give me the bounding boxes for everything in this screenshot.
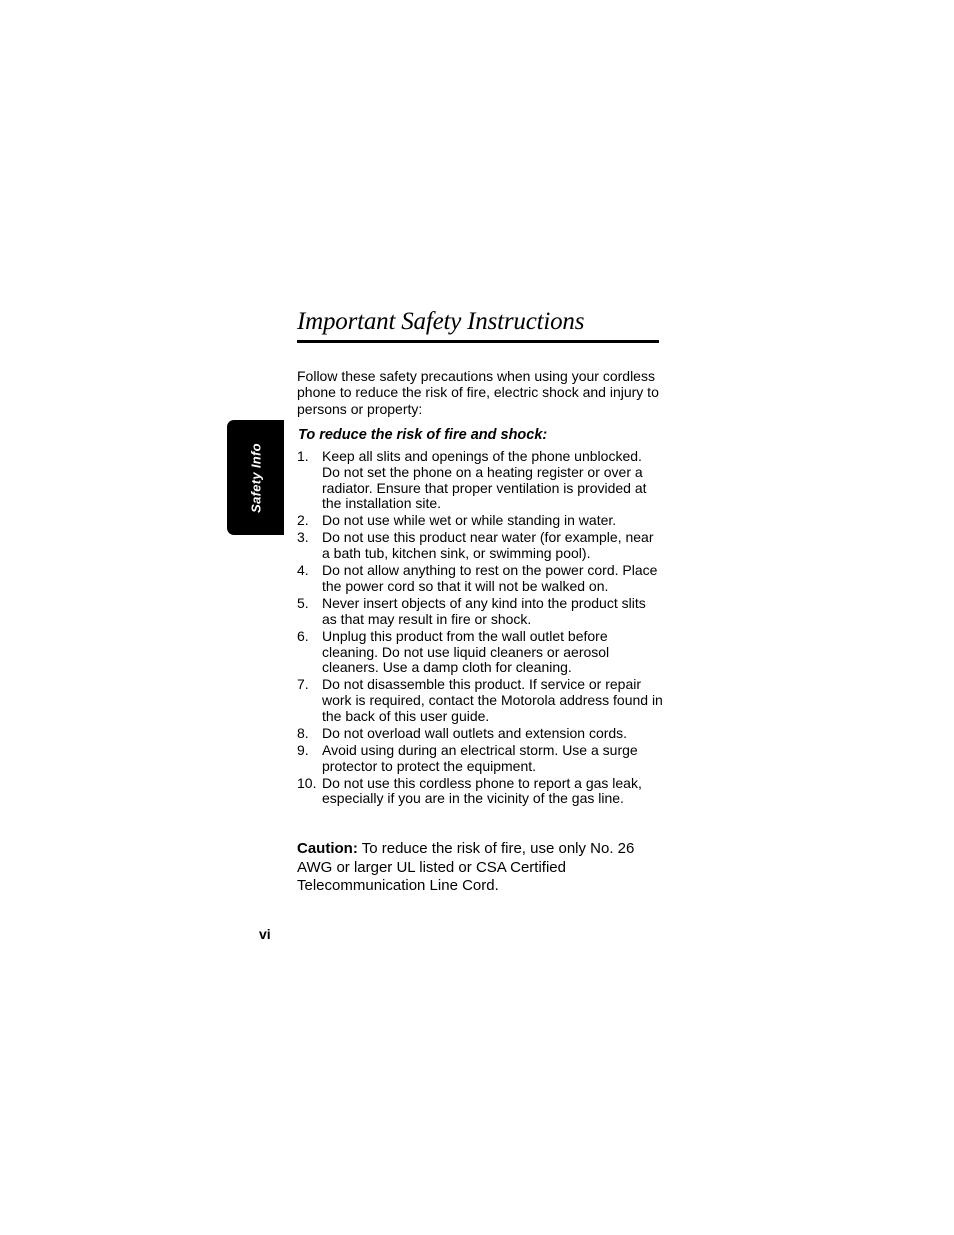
list-item-text: Do not use while wet or while standing in water. bbox=[322, 512, 617, 529]
page-title: Important Safety Instructions bbox=[297, 308, 585, 335]
list-item-number: 7. bbox=[297, 676, 309, 693]
list-item-text: Never insert objects of any kind into the product slits as that may result in fire or shock. bbox=[322, 594, 646, 627]
list-item-number: 8. bbox=[297, 724, 309, 741]
list-item-text: Do not overload wall outlets and extension cords. bbox=[322, 724, 628, 741]
list-item-text: Do not disassemble this product. If service or repair work is required, contact the Motorola address found in the back of this user guide. bbox=[322, 676, 663, 724]
caution-label: Caution: bbox=[297, 840, 358, 857]
title-rule bbox=[297, 340, 659, 343]
list-item bbox=[297, 726, 663, 742]
list-item bbox=[297, 449, 663, 512]
section-tab bbox=[227, 420, 284, 535]
list-item-number: 2. bbox=[297, 512, 309, 529]
caution-note bbox=[297, 840, 659, 896]
list-item bbox=[297, 596, 663, 628]
list-item-number: 5. bbox=[297, 594, 309, 611]
list-item bbox=[297, 513, 663, 529]
intro-paragraph: Follow these safety precautions when using your cordless phone to reduce the risk of fire, electric shock and injury to persons or property: bbox=[297, 368, 659, 417]
list-item bbox=[297, 743, 663, 775]
list-item-text: Do not allow anything to rest on the power cord. Place the power cord so that it will not be walked on. bbox=[322, 562, 658, 594]
safety-instructions-list bbox=[297, 449, 663, 808]
list-item-number: 4. bbox=[297, 562, 309, 579]
list-item bbox=[297, 677, 663, 724]
list-item-number: 9. bbox=[297, 741, 309, 758]
list-item-text: Do not use this cordless phone to report a gas leak, especially if you are in the vicinity of the gas line. bbox=[322, 774, 642, 807]
list-item-number: 1. bbox=[297, 448, 309, 464]
caution-text: To reduce the risk of fire, use only No. 26 AWG or larger UL listed or CSA Certified Telecommunication Line Cord. bbox=[297, 840, 635, 895]
list-item-number: 6. bbox=[297, 627, 309, 644]
list-item bbox=[297, 776, 663, 808]
list-item-text: Do not use this product near water (for example, near a bath tub, kitchen sink, or swimming pool). bbox=[322, 529, 654, 562]
list-item-text: Avoid using during an electrical storm. Use a surge protector to protect the equipment. bbox=[322, 741, 638, 774]
page-number: vi bbox=[259, 926, 271, 942]
list-item-number: 10. bbox=[297, 774, 317, 791]
list-item-text: Keep all slits and openings of the phone unblocked. Do not set the phone on a heating register or over a radiator. Ensure that proper ventilation is provided at the installation site. bbox=[322, 448, 647, 512]
list-item-text: Unplug this product from the wall outlet before cleaning. Do not use liquid cleaners or aerosol cleaners. Use a damp cloth for cleaning. bbox=[322, 627, 610, 676]
section-heading: To reduce the risk of fire and shock: bbox=[298, 427, 548, 443]
list-item bbox=[297, 563, 663, 595]
section-tab-label: Safety Info bbox=[248, 442, 263, 513]
list-item bbox=[297, 530, 663, 562]
list-item bbox=[297, 629, 663, 676]
list-item-number: 3. bbox=[297, 529, 309, 546]
